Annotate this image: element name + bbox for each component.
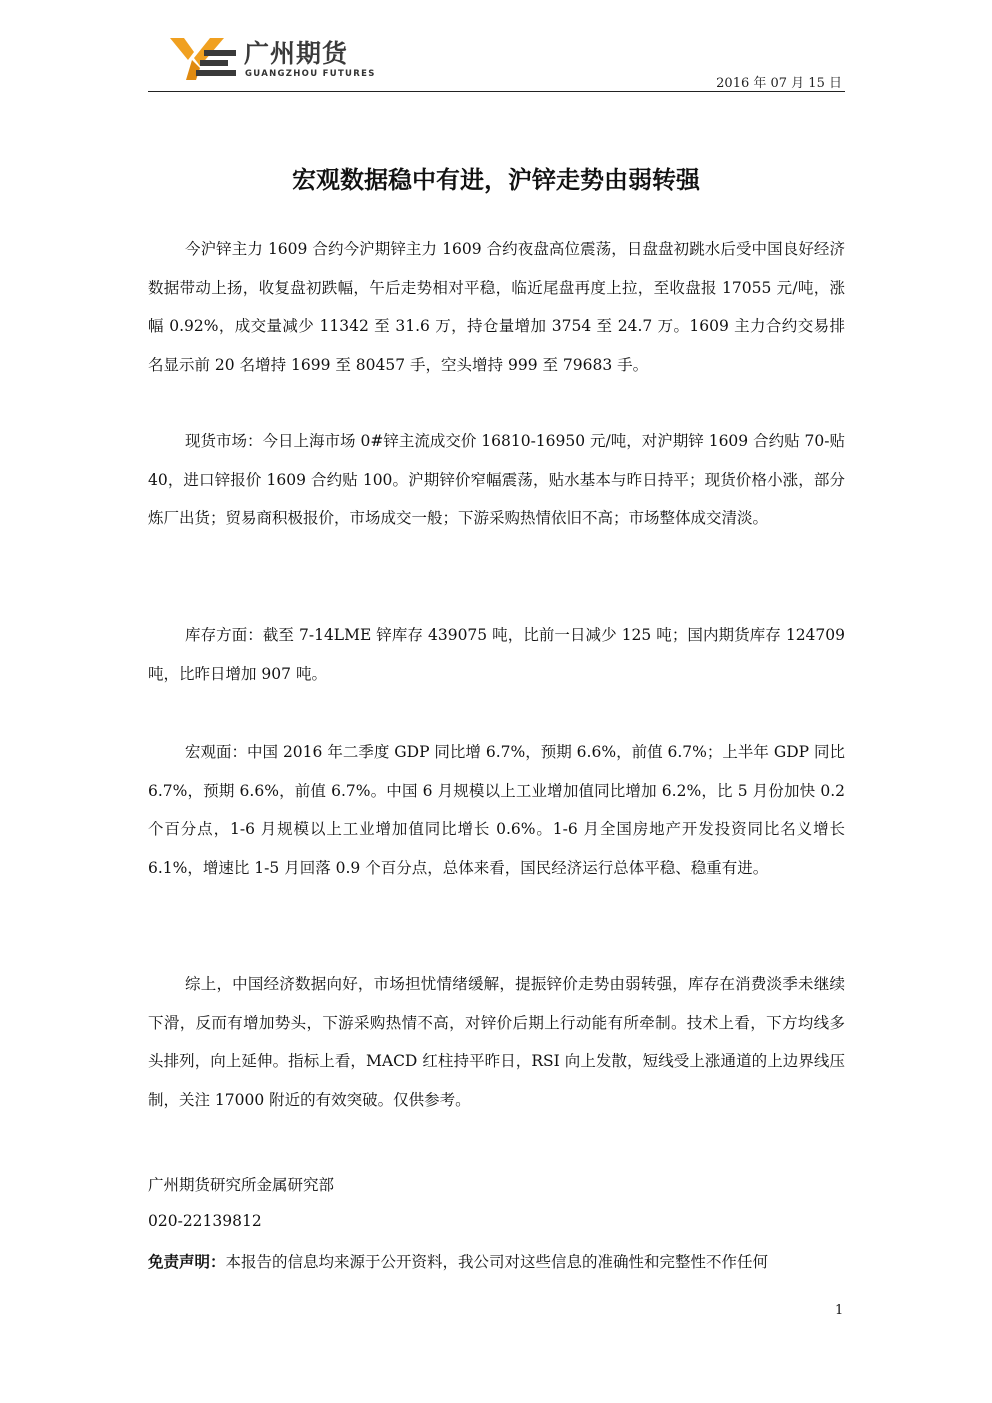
disclaimer-label: 免责声明： bbox=[148, 1253, 226, 1271]
paragraph-macro: 宏观面：中国 2016 年二季度 GDP 同比增 6.7%，预期 6.6%，前值 6.7%；上半年 GDP 同比 6.7%，预期 6.6%，前值 6.7%。中国 6 月规模以上工业增加值同比增加 6.2%，比 5 月份加快 0.2 个百分点，1-6 月规模以上工业增加值同比增长 0.6%。1-6 月全国房地产开发投资同比名义增长 6.1%，增速比 1-5 月回落 0.9 个百分点，总体来看，国民经济运行总体平稳、稳重有进。 bbox=[148, 743, 845, 877]
disclaimer-text: 本报告的信息均来源于公开资料，我公司对这些信息的准确性和完整性不作任何 bbox=[225, 1253, 769, 1271]
disclaimer bbox=[148, 1250, 845, 1272]
yf-logo-icon bbox=[170, 36, 240, 80]
paragraph-inventory: 库存方面：截至 7-14LME 锌库存 439075 吨，比前一日减少 125 吨；国内期货库存 124709 吨，比昨日增加 907 吨。 bbox=[148, 626, 845, 683]
header-divider bbox=[148, 91, 845, 92]
paragraph-spot-market: 现货市场：今日上海市场 0#锌主流成交价 16810-16950 元/吨，对沪期锌 1609 合约贴 70-贴 40，进口锌报价 1609 合约贴 100。沪期锌价窄幅震荡，贴水基本与昨日持平；现货价格小涨，部分炼厂出货；贸易商积极报价，市场成交一般；下游采购热情依旧不高；市场整体成交清淡。 bbox=[148, 432, 845, 527]
contact-phone: 020-22139812 bbox=[148, 1212, 262, 1230]
paragraph-summary: 综上，中国经济数据向好，市场担忧情绪缓解，提振锌价走势由弱转强，库存在消费淡季未继续下滑，反而有增加势头，下游采购热情不高，对锌价后期上行动能有所牵制。技术上看，下方均线多头排列，向上延伸。指标上看，MACD 红柱持平昨日，RSI 向上发散，短线受上涨通道的上边界线压制，关注 17000 附近的有效突破。仅供参考。 bbox=[148, 975, 845, 1109]
report-date: 2016 年 07 月 15 日 bbox=[716, 76, 842, 91]
page-number: 1 bbox=[835, 1303, 844, 1318]
logo-chinese-name: 广州期货 bbox=[244, 39, 349, 68]
logo-english-name: GUANGZHOU FUTURES bbox=[245, 69, 376, 79]
department-signature: 广州期货研究所金属研究部 bbox=[148, 1176, 335, 1194]
report-title: 宏观数据稳中有进，沪锌走势由弱转强 bbox=[292, 166, 700, 194]
paragraph-market-overview: 今沪锌主力 1609 合约今沪期锌主力 1609 合约夜盘高位震荡，日盘盘初跳水后受中国良好经济数据带动上扬，收复盘初跌幅，午后走势相对平稳，临近尾盘再度上拉，至收盘报 17055 元/吨，涨幅 0.92%，成交量减少 11342 至 31.6 万，持仓量增加 3754 至 24.7 万。1609 主力合约交易排名显示前 20 名增持 1699 至 80457 手，空头增持 999 至 79683 手。 bbox=[148, 240, 845, 374]
page-header bbox=[148, 30, 844, 94]
